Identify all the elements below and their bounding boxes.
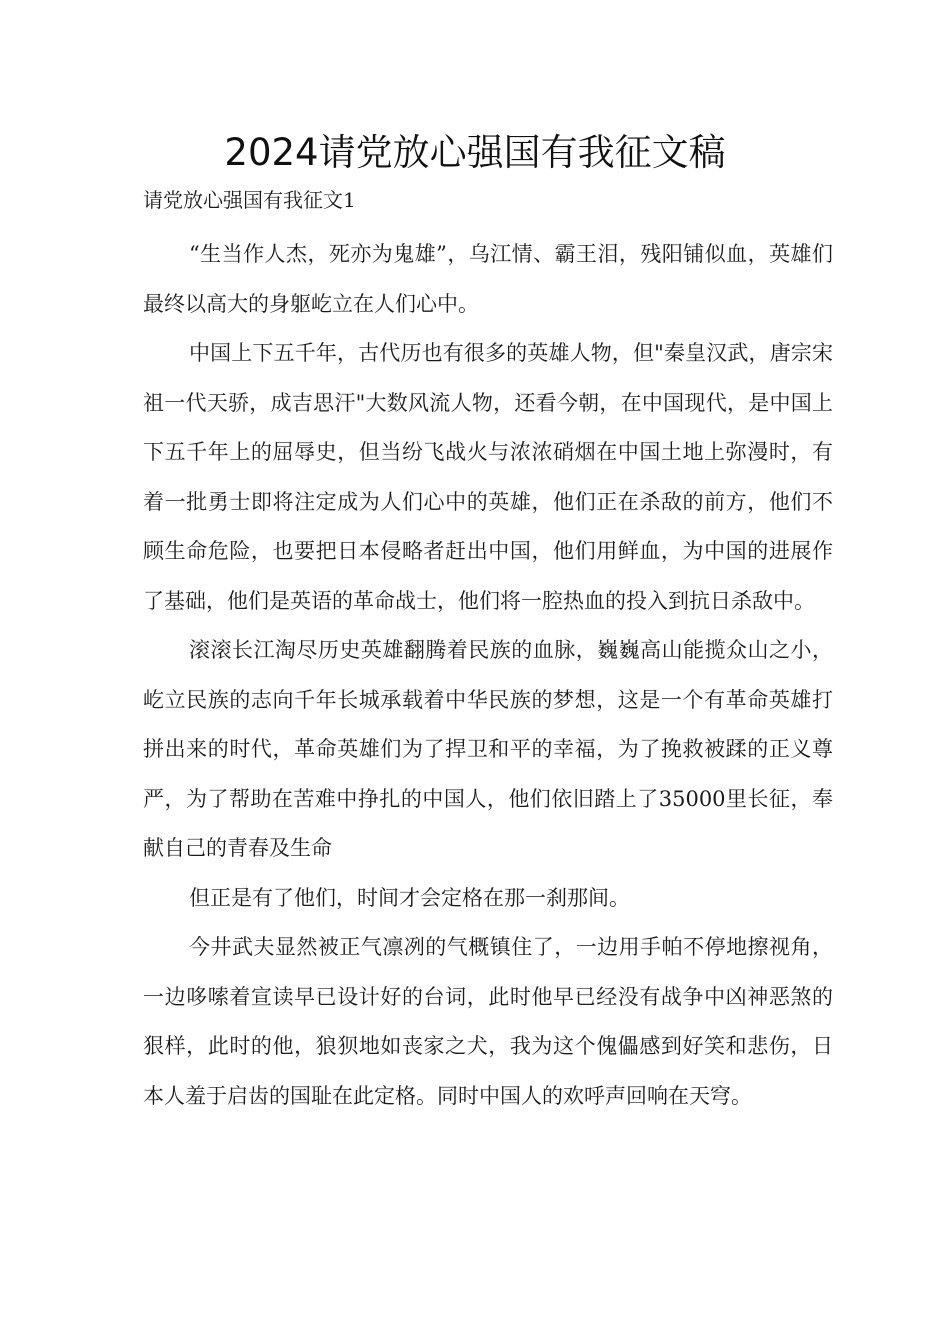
- paragraph: 中国上下五千年，古代历也有很多的英雄人物，但"秦皇汉武，唐宗宋祖一代天骄，成吉思汗"大数风流人物，还看今朝，在中国现代，是中国上下五千年上的屈辱史，但当纷飞战火与浓浓硝烟在中国土地上弥漫时，有着一批勇士即将注定成为人们心中的英雄，他们正在杀敌的前方，他们不顾生命危险，也要把日本侵略者赶出中国，他们用鲜血，为中国的进展作了基础，他们是英语的革命战士，他们将一腔热血的投入到抗日杀敌中。: [143, 341, 833, 613]
- paragraph: “生当作人杰，死亦为鬼雄”，乌江情、霸王泪，残阳铺似血，英雄们最终以高大的身躯屹立在人们心中。: [143, 242, 833, 316]
- document-title: 2024请党放心强国有我征文稿: [224, 131, 726, 174]
- document-body: [143, 230, 833, 1121]
- paragraph: 今井武夫显然被正气凛冽的气概镇住了，一边用手帕不停地擦视角，一边哆嗦着宣读早已设计好的台词，此时他早已经没有战争中凶神恶煞的狠样，此时的他，狼狈地如丧家之犬，我为这个傀儡感到好笑和悲伤，日本人羞于启齿的国耻在此定格。同时中国人的欢呼声回响在天穹。: [143, 935, 833, 1108]
- paragraph: 滚滚长江淘尽历史英雄翻腾着民族的血脉，巍巍高山能揽众山之小，屹立民族的志向千年长城承载着中华民族的梦想，这是一个有革命英雄打拼出来的时代，革命英雄们为了捍卫和平的幸福，为了挽救被蹂的正义尊严，为了帮助在苦难中挣扎的中国人，他们依旧踏上了35000里长征，奉献自己的青春及生命: [143, 638, 833, 860]
- document-subtitle: 请党放心强国有我征文1: [143, 188, 356, 212]
- paragraph: 但正是有了他们，时间才会定格在那一刹那间。: [189, 885, 630, 910]
